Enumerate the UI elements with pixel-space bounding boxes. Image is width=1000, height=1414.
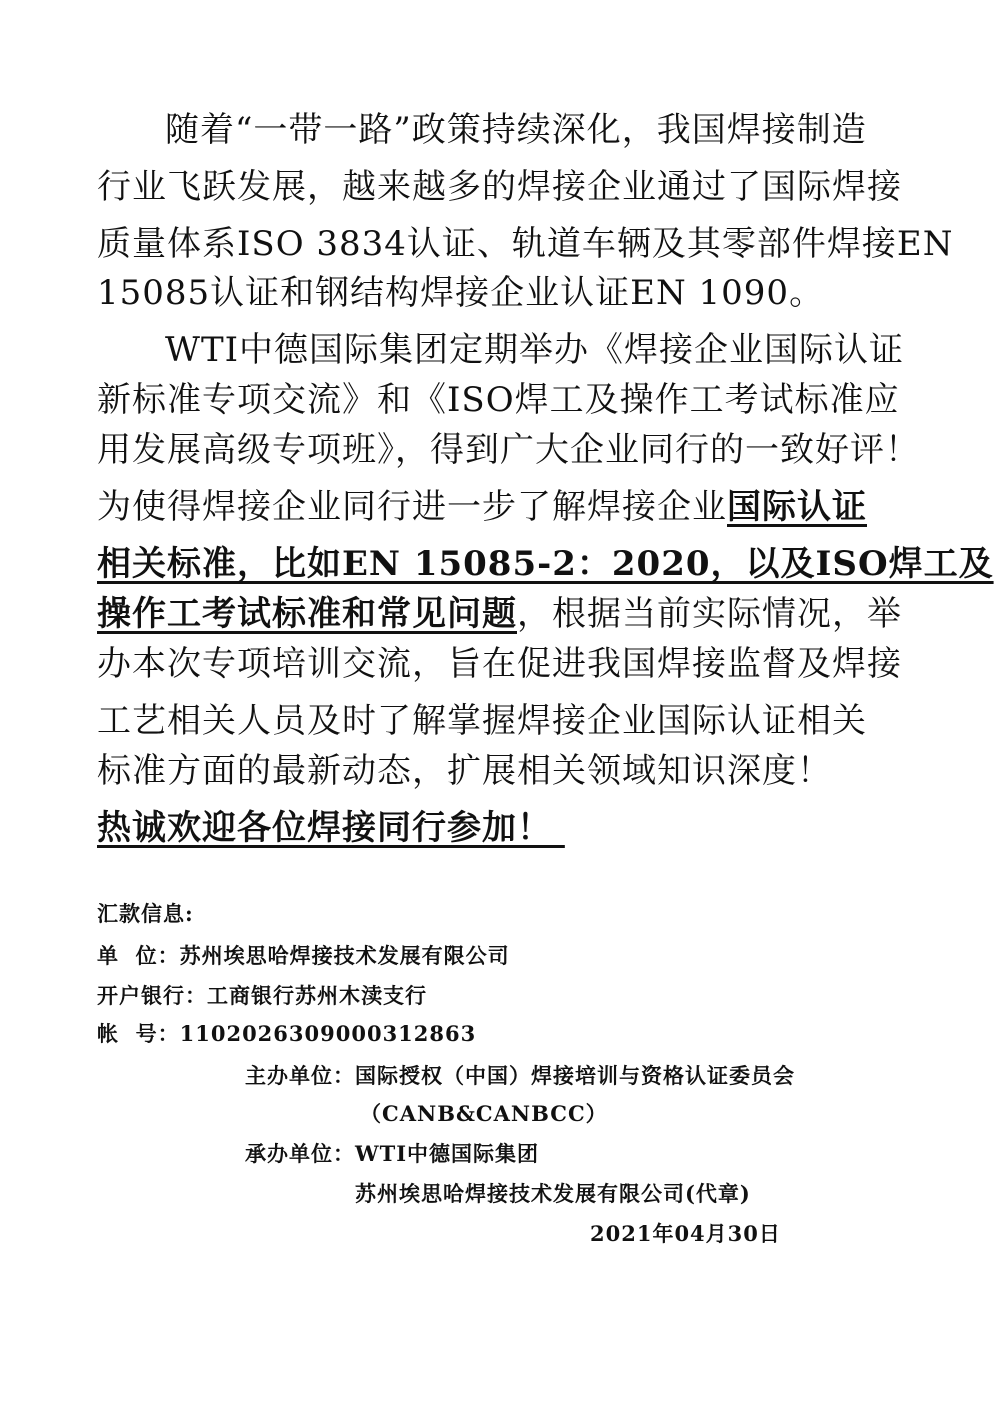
paragraph-2-line-2: 新标准专项交流》和《ISO焊工及操作工考试标准应	[97, 380, 900, 420]
paragraph-2-line-4	[97, 482, 867, 532]
paragraph-2-line-7: 办本次专项培训交流，旨在促进我国焊接监督及焊接	[97, 644, 902, 684]
paragraph-1-line-1: 随着“一带一路”政策持续深化，我国焊接制造	[165, 110, 867, 150]
paragraph-2-line-1: WTI中德国际集团定期举办《焊接企业国际认证	[165, 330, 905, 370]
paragraph-1-line-3: 质量体系ISO 3834认证、轨道车辆及其零部件焊接EN	[97, 224, 954, 264]
payment-bank: 开户银行：工商银行苏州木渎支行	[97, 983, 427, 1008]
paragraph-2-line-3: 用发展高级专项班》，得到广大企业同行的一致好评！	[97, 430, 920, 470]
host-organization: 主办单位：国际授权（中国）焊接培训与资格认证委员会	[245, 1063, 795, 1088]
payment-account: 帐 号：1102026309000312863	[97, 1021, 477, 1046]
welcome-line: 热诚欢迎各位焊接同行参加！	[97, 808, 565, 848]
paragraph-1-line-2: 行业飞跃发展，越来越多的焊接企业通过了国际焊接	[97, 167, 902, 207]
document-date: 2021年04月30日	[590, 1221, 781, 1246]
paragraph-1-line-4: 15085认证和钢结构焊接企业认证EN 1090。	[97, 273, 825, 313]
emphasis-exam-standards: 操作工考试标准和常见问题	[97, 594, 517, 634]
organizer-company-seal: 苏州埃思哈焊接技术发展有限公司(代章)	[355, 1181, 751, 1206]
paragraph-2-line-8: 工艺相关人员及时了解掌握焊接企业国际认证相关	[97, 701, 867, 741]
payment-heading: 汇款信息:	[97, 901, 194, 926]
paragraph-2-line-9: 标准方面的最新动态，扩展相关领域知识深度！	[97, 751, 832, 791]
emphasis-standards-line: 相关标准，比如EN 15085-2：2020，以及ISO焊工及	[97, 544, 994, 584]
paragraph-2-line-6	[97, 589, 902, 639]
paragraph-2-line-4-normal: 为使得焊接企业同行进一步了解焊接企业	[97, 487, 727, 527]
host-abbreviation: （CANB&CANBCC）	[360, 1101, 608, 1126]
emphasis-international-cert: 国际认证	[727, 487, 867, 527]
paragraph-2-line-6-normal: ，根据当前实际情况，举	[517, 594, 902, 634]
organizer-organization: 承办单位：WTI中德国际集团	[245, 1141, 540, 1166]
payment-company: 单 位：苏州埃思哈焊接技术发展有限公司	[97, 943, 510, 968]
